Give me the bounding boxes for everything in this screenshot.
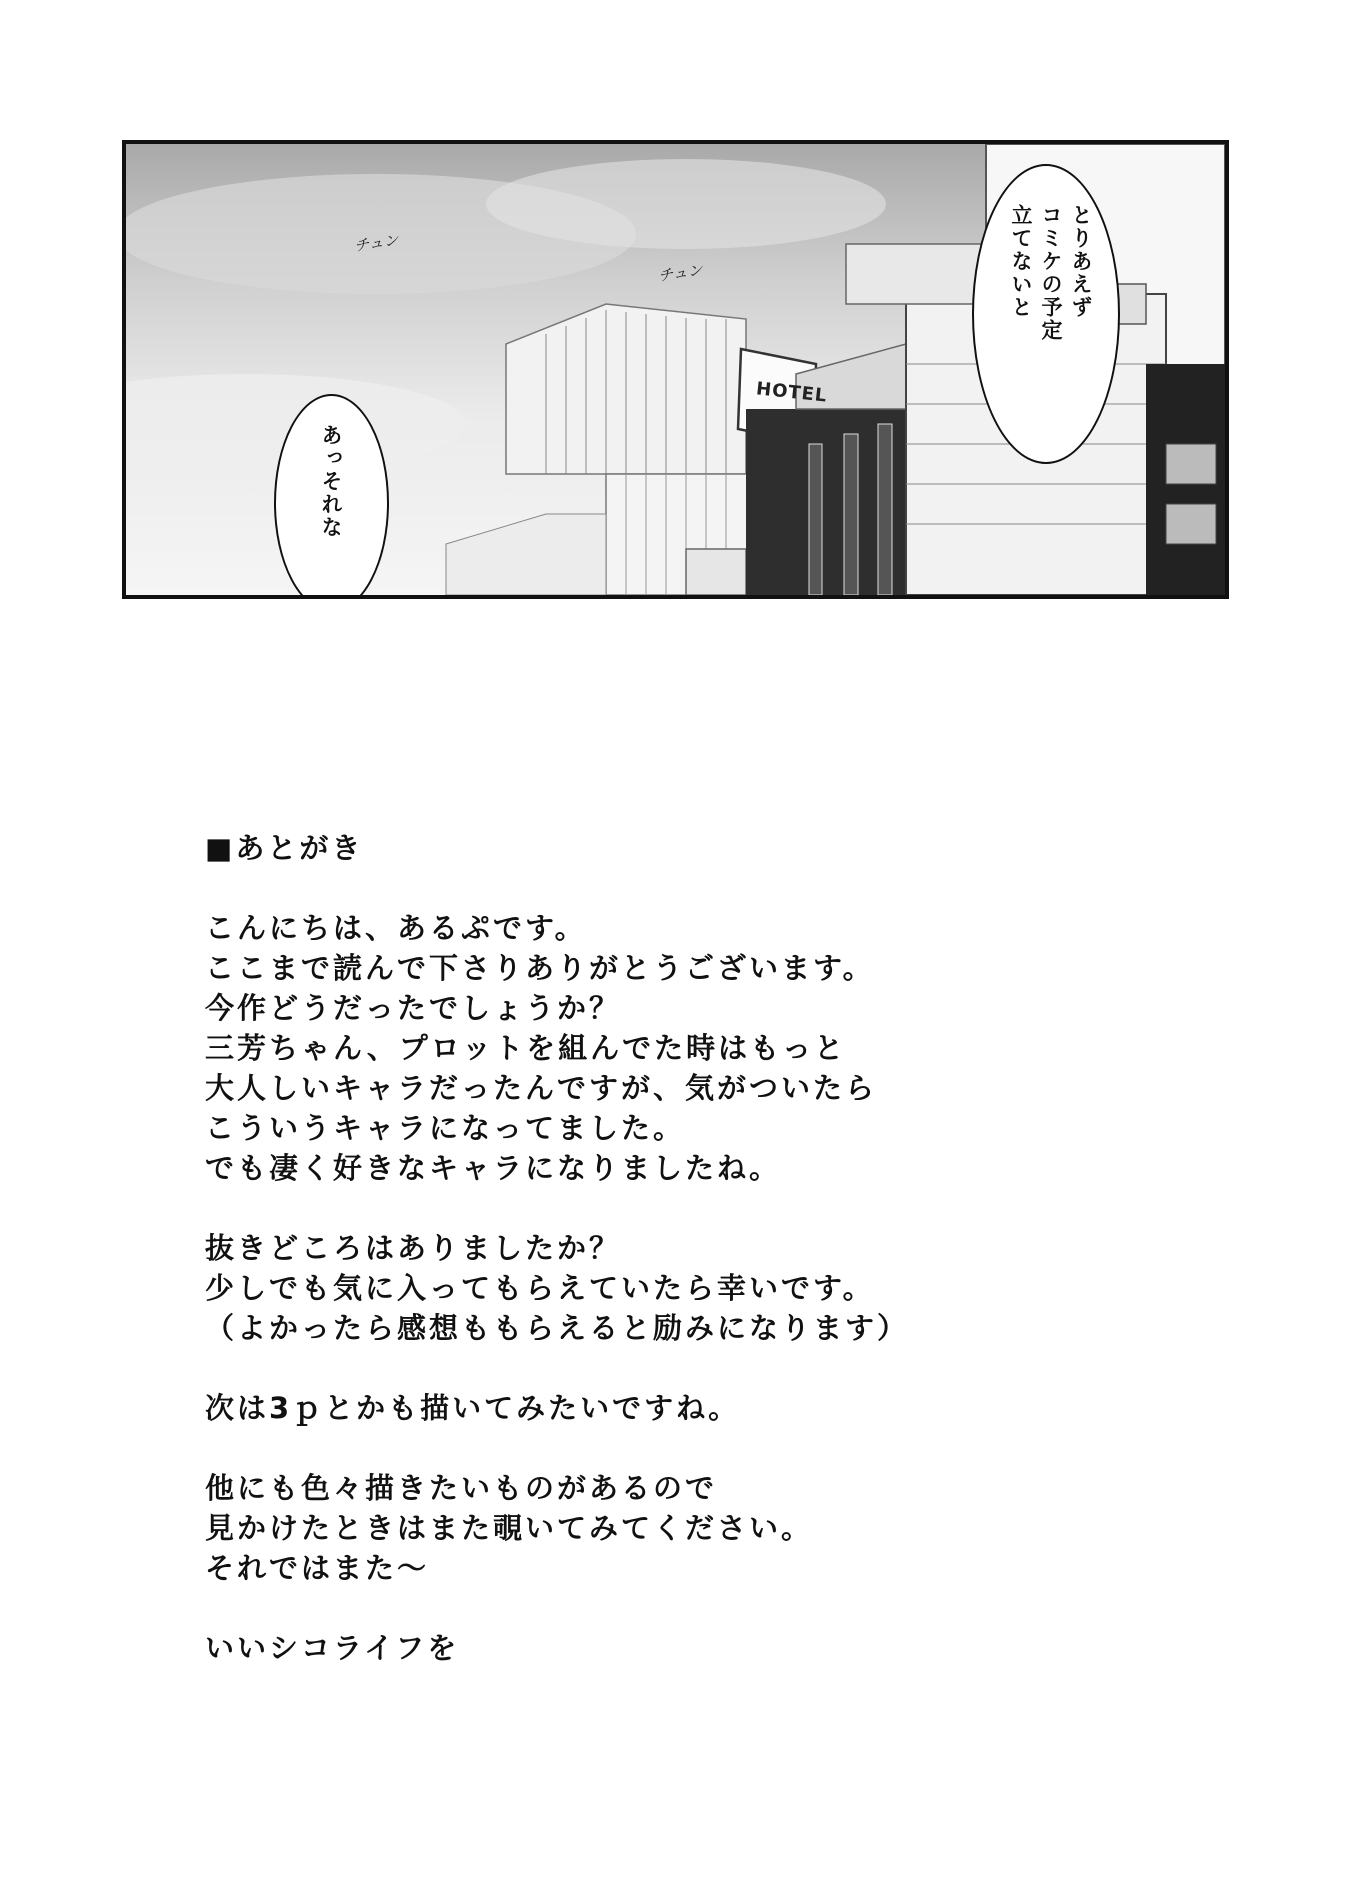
afterword-line — [205, 1188, 1105, 1228]
afterword-line: 見かけたときはまた覗いてみてください。 — [205, 1511, 814, 1545]
afterword-line: こういうキャラになってました。 — [205, 1111, 686, 1145]
afterword-line: 抜きどころはありましたか？ — [205, 1231, 622, 1265]
afterword-line — [205, 1428, 1105, 1468]
afterword-line: （よかったら感想ももらえると励みになります） — [205, 1311, 910, 1345]
speech-bubble-right — [972, 164, 1120, 464]
speech-bubble-right-text: とりあえず コミケの予定 立てないと — [1009, 204, 1093, 342]
sfx-chirp-left: チュン — [353, 230, 400, 256]
afterword-line: ここまで読んで下さりありがとうございます。 — [205, 951, 875, 985]
afterword-line: 三芳ちゃん、プロットを組んでた時はもっと — [205, 1031, 847, 1065]
afterword-line: いいシコライフを — [205, 1631, 460, 1665]
hotel-sign-text: HOTEL — [755, 378, 829, 407]
afterword-line: こんにちは、あるぷです。 — [205, 911, 587, 945]
afterword-line: 他にも色々描きたいものがあるので — [205, 1471, 718, 1505]
afterword-line: 少しでも気に入ってもらえていたら幸いです。 — [205, 1271, 875, 1305]
sfx-chirp-center: チュン — [657, 260, 704, 286]
afterword-line — [205, 1348, 1105, 1388]
speech-bubble-left-text: あっそれな — [319, 424, 343, 539]
afterword-line: 大人しいキャラだったんですが、気がついたら — [205, 1071, 878, 1105]
afterword-line: 次は3ｐとかも描いてみたいですね。 — [205, 1391, 741, 1425]
afterword-line: 今作どうだったでしょうか？ — [205, 991, 622, 1025]
afterword-line — [205, 1588, 1105, 1628]
afterword-title: ■あとがき — [205, 831, 364, 865]
afterword-line: それではまた～ — [205, 1551, 430, 1585]
manga-panel — [122, 140, 1229, 599]
afterword-section — [205, 828, 1105, 1668]
afterword-line: でも凄く好きなキャラになりましたね。 — [205, 1151, 782, 1185]
speech-bubble-left — [274, 394, 389, 599]
